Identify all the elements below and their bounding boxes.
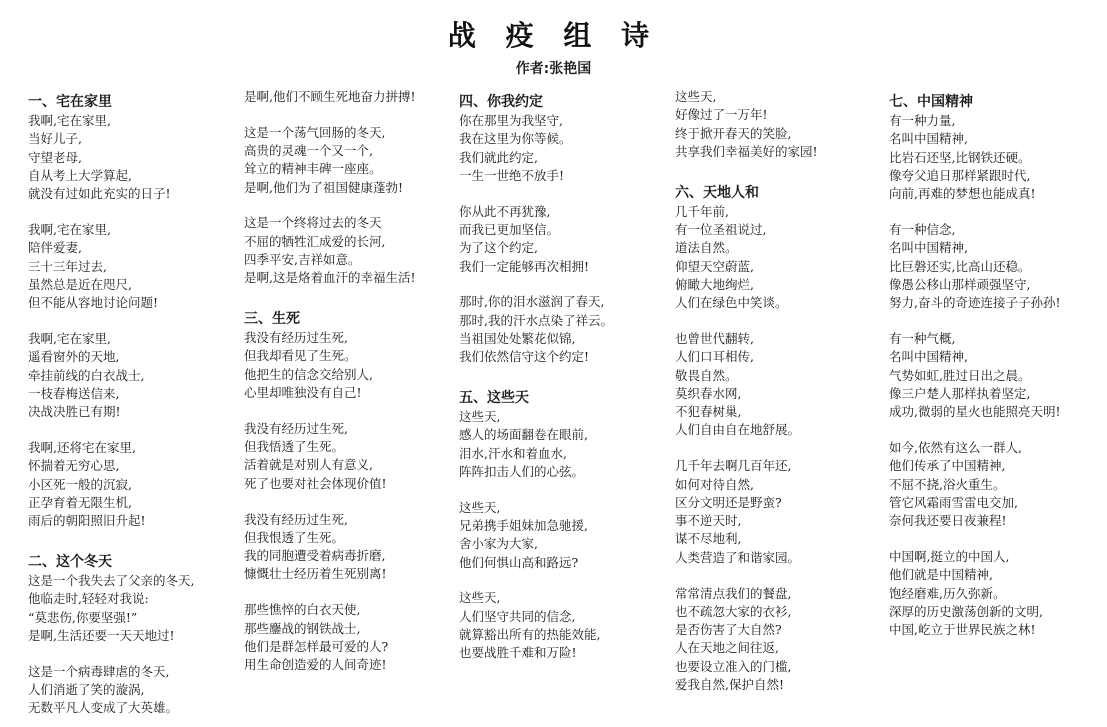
stanza-gap	[244, 402, 449, 420]
poem-line: 道法自然。	[675, 240, 738, 256]
poem-line: 名叫中国精神,	[889, 349, 968, 365]
stanza-gap	[28, 530, 233, 548]
stanza-gap	[244, 584, 449, 602]
author-line: 作者:张艳国	[515, 61, 592, 77]
stanza-gap	[28, 203, 233, 221]
poem-line: 舍小家为大家,	[459, 536, 538, 552]
poem-section-title: 七、中国精神	[889, 94, 973, 110]
stanza-gap	[28, 421, 233, 439]
poem-line: 区分文明还是野蛮?	[675, 494, 782, 510]
poem-line: 几千年去啊几百年还,	[675, 458, 792, 474]
poem-line: 人们在绿色中笑谈。	[675, 295, 788, 311]
poem-line: 我们就此约定,	[459, 149, 538, 165]
poem-line: 常常清点我们的餐盘,	[675, 585, 792, 601]
poem-line: 但不能从容地讨论问题!	[28, 295, 159, 311]
poem-line: 小区死一般的沉寂,	[28, 476, 132, 492]
poem-line: 终于掀开春天的笑脸,	[675, 125, 792, 141]
poem-line: 人在天地之间往返,	[675, 640, 779, 656]
poem-line: 人们自由自在地舒展。	[675, 422, 801, 438]
poem-line: 死了也要对社会体现价值!	[244, 475, 387, 491]
poem-line: 中国,屹立于世界民族之林!	[889, 622, 1036, 638]
poem-line: 不屈不挠,浴火重生。	[889, 476, 1006, 492]
poem-line: 当祖国处处繁花似锦,	[459, 330, 576, 346]
poem-line: 无数平凡人变成了大英雄。	[28, 700, 179, 716]
poem-line: 深厚的历史激荡创新的文明,	[889, 603, 1043, 619]
poem-line: 不屈的牺牲汇成爱的长河,	[244, 233, 386, 249]
poem-section-title: 二、这个冬天	[28, 553, 112, 570]
stanza-gap	[244, 288, 449, 306]
poem-line: 我们依然信守这个约定!	[459, 349, 590, 365]
poem-line: 感人的场面翻卷在眼前,	[459, 427, 588, 443]
poem-line: 耸立的精神丰碑一座座。	[244, 161, 382, 177]
poem-line: 心里却唯独没有自己!	[244, 385, 362, 401]
poem-line: 我们一定能够再次相拥!	[459, 258, 590, 274]
poem-line: 人类营造了和谐家园。	[675, 549, 801, 565]
stanza-gap	[459, 185, 664, 203]
stanza-gap	[675, 567, 880, 585]
poem-line: 我啊,宅在家里,	[28, 221, 111, 237]
poem-line: 三十三年过去,	[28, 258, 107, 274]
stanza-gap	[28, 645, 233, 663]
poem-line: 几千年前,	[675, 203, 729, 219]
poem-line: 他把生的信念交给别人,	[244, 366, 373, 382]
poem-line: 向前,再难的梦想也能成真!	[889, 186, 1036, 202]
poem-line: 一枝春梅送信来,	[28, 385, 120, 401]
poem-line: 这是一个终将过去的冬天	[244, 215, 382, 231]
poem-line: 仰望天空蔚蓝,	[675, 258, 754, 274]
poem-column-3	[459, 88, 664, 663]
poem-line: 活着就是对别人有意义,	[244, 457, 373, 473]
poem-column-2	[244, 88, 449, 674]
poem-line: 我啊,宅在家里,	[28, 330, 111, 346]
poem-line: 但我却看见了生死。	[244, 348, 357, 364]
poem-line: 共享我们幸福美好的家园!	[675, 143, 818, 159]
poem-line: 他们何惧山高和路远?	[459, 554, 579, 570]
poem-line: 我的同胞遭受着病毒折磨,	[244, 548, 386, 564]
stanza-gap	[889, 203, 1094, 221]
stanza-gap	[889, 421, 1094, 439]
stanza-gap	[675, 440, 880, 458]
poem-line: 如今,依然有这么一群人,	[889, 439, 1022, 455]
poem-line: 但我恨透了生死。	[244, 529, 345, 545]
poem-line: 那时,我的汗水点染了祥云。	[459, 312, 613, 328]
poem-line: 他临走时,轻轻对我说:	[28, 591, 149, 607]
poem-section-title: 六、天地人和	[675, 184, 759, 201]
poem-line: 是否伤害了大自然?	[675, 622, 782, 638]
poem-line: 那时,你的泪水滋润了春天,	[459, 294, 605, 310]
poem-column-4	[675, 88, 880, 694]
poem-line: 也要战胜千难和万险!	[459, 645, 577, 661]
poem-line: 这些天,	[459, 590, 501, 606]
poem-line: 这些天,	[459, 409, 501, 425]
poem-line: 是啊,这是烙着血汗的幸福生活!	[244, 270, 416, 286]
poem-line: 那些憔悴的白衣天使,	[244, 602, 361, 618]
poem-line: 有一种气概,	[889, 330, 956, 346]
poem-section-title: 四、你我约定	[459, 94, 543, 110]
poem-line: 自从考上大学算起,	[28, 167, 132, 183]
poem-line: 也曾世代翻转,	[675, 330, 754, 346]
poem-line: 一生一世绝不放手!	[459, 167, 565, 183]
poem-collection-title: 战 疫 组 诗	[447, 19, 660, 52]
poem-line: 这是一个我失去了父亲的冬天,	[28, 572, 195, 588]
poem-line: 当好儿子,	[28, 131, 82, 147]
poem-line: 我啊,宅在家里,	[28, 113, 111, 128]
poem-line: 遥看窗外的天地,	[28, 349, 120, 365]
stanza-gap	[244, 493, 449, 511]
poem-line: 我啊,还将宅在家里,	[28, 439, 136, 455]
poem-line: 慷慨壮士经历着生死别离!	[244, 566, 387, 582]
poem-section-title: 三、生死	[244, 311, 300, 328]
poem-line: 也不疏忽大家的衣衫,	[675, 603, 792, 619]
poem-line: 他们就是中国精神,	[889, 567, 993, 583]
poem-line: 成功,微弱的星火也能照亮天明!	[889, 404, 1061, 420]
poem-line: 牵挂前线的白衣战士,	[28, 367, 145, 383]
poem-line: 不犯春树巢,	[675, 404, 742, 420]
poem-line: 饱经磨难,历久弥新。	[889, 585, 1006, 601]
poem-column-5	[889, 88, 1094, 639]
poem-line: 我在这里为你等候。	[459, 131, 572, 147]
poem-line: 守望老母,	[28, 149, 82, 165]
poem-line: 高贵的灵魂一个又一个,	[244, 143, 373, 159]
poem-line: 人们口耳相传,	[675, 349, 754, 365]
poem-line: 雨后的朝阳照旧升起!	[28, 513, 146, 529]
poem-line: 是啊,他们为了祖国健康蓬勃!	[244, 179, 403, 195]
poem-line: 爱我自然,保护自然!	[675, 677, 784, 693]
stanza-gap	[244, 106, 449, 124]
stanza-gap	[244, 197, 449, 215]
poem-line: 俯瞰大地绚烂,	[675, 276, 754, 292]
poem-line: “莫悲伤,你要坚强!”	[28, 609, 138, 625]
poem-line: 气势如虹,胜过日出之晨。	[889, 367, 1031, 383]
stanza-gap	[675, 312, 880, 330]
poem-line: 这些天,	[459, 499, 501, 515]
poem-line: 四季平安,吉祥如意。	[244, 252, 361, 268]
poem-line: 就没有过如此充实的日子!	[28, 186, 171, 202]
stanza-gap	[459, 572, 664, 590]
poem-line: 用生命创造爱的人间奇迹!	[244, 657, 387, 673]
poem-line: 我没有经历过生死,	[244, 420, 348, 436]
poem-line: 这是一个病毒肆虐的冬天,	[28, 663, 170, 679]
poem-line: 而我已更加坚信。	[459, 221, 560, 237]
poem-line: 就算豁出所有的热能效能,	[459, 627, 601, 643]
poem-line: 我没有经历过生死,	[244, 511, 348, 527]
poem-line: 像愚公移山那样顽强坚守,	[889, 276, 1031, 292]
poem-line: 有一种信念,	[889, 221, 956, 237]
poem-line: 有一种力量,	[889, 113, 956, 128]
stanza-gap	[459, 276, 664, 294]
poem-line: 如何对待自然,	[675, 476, 754, 492]
poem-line: 好像过了一万年!	[675, 107, 768, 123]
poem-line: 人们坚守共同的信念,	[459, 608, 576, 624]
poem-section-title: 五、这些天	[459, 390, 529, 407]
poem-line: 像夸父追日那样紧跟时代,	[889, 167, 1031, 183]
poem-line: 那些鏖战的钢铁战士,	[244, 620, 361, 636]
poem-line: 决战决胜已有期!	[28, 404, 121, 420]
poem-line: 谋不尽地利,	[675, 531, 742, 547]
poem-line: 虽然总是近在咫尺,	[28, 276, 132, 292]
stanza-gap	[459, 367, 664, 385]
poem-line: 你从此不再犹豫,	[459, 203, 551, 219]
poem-line: 为了这个约定,	[459, 240, 538, 256]
poem-line: 比巨磐还实,比高山还稳。	[889, 258, 1031, 274]
poem-line: 阵阵扣击人们的心弦。	[459, 463, 585, 479]
poem-line: 像三户楚人那样执着坚定,	[889, 385, 1031, 401]
poem-line: 管它风霜雨雪雷电交加,	[889, 494, 1018, 510]
poem-line: 名叫中国精神,	[889, 131, 968, 147]
poem-line: 莫织春水网,	[675, 385, 742, 401]
poem-section-title: 一、宅在家里	[28, 94, 112, 110]
poem-line: 兄弟携手姐妹加急驰援,	[459, 518, 588, 534]
poem-line: 是啊,他们不顾生死地奋力拼搏!	[244, 89, 416, 104]
poem-line: 也要设立准入的门槛,	[675, 658, 792, 674]
poem-line: 事不逆天时,	[675, 513, 742, 529]
poem-line: 陪伴爱妻,	[28, 240, 82, 256]
poem-line: 名叫中国精神,	[889, 240, 968, 256]
poem-line: 努力,奋斗的奇迹连接子子孙孙!	[889, 295, 1061, 311]
stanza-gap	[889, 530, 1094, 548]
poem-line: 我没有经历过生死,	[244, 330, 348, 346]
poem-line: 敬畏自然。	[675, 367, 738, 383]
poem-line: 这些天,	[675, 89, 717, 104]
stanza-gap	[28, 312, 233, 330]
stanza-gap	[889, 312, 1094, 330]
poem-line: 比岩石还坚,比钢铁还硬。	[889, 149, 1031, 165]
poem-line: 但我悟透了生死。	[244, 439, 345, 455]
poem-line: 有一位圣祖说过,	[675, 221, 767, 237]
poem-line: 他们传承了中国精神,	[889, 458, 1006, 474]
poem-line: 是啊,生活还要一天天地过!	[28, 627, 175, 643]
poem-line: 人们消逝了笑的漩涡,	[28, 681, 145, 697]
stanza-gap	[675, 161, 880, 179]
poem-line: 奈何我还要日夜兼程!	[889, 513, 1007, 529]
poem-line: 中国啊,挺立的中国人,	[889, 548, 1010, 564]
poem-line: 他们是群怎样最可爱的人?	[244, 638, 389, 654]
poem-line: 怀揣着无穷心思,	[28, 458, 120, 474]
poem-line: 你在那里为我坚守,	[459, 113, 563, 128]
poem-line: 泪水,汗水和着血水,	[459, 445, 567, 461]
poem-line: 正孕育着无限生机,	[28, 494, 132, 510]
poem-column-1	[28, 88, 233, 718]
poem-line: 这是一个荡气回肠的冬天,	[244, 124, 386, 140]
stanza-gap	[459, 481, 664, 499]
